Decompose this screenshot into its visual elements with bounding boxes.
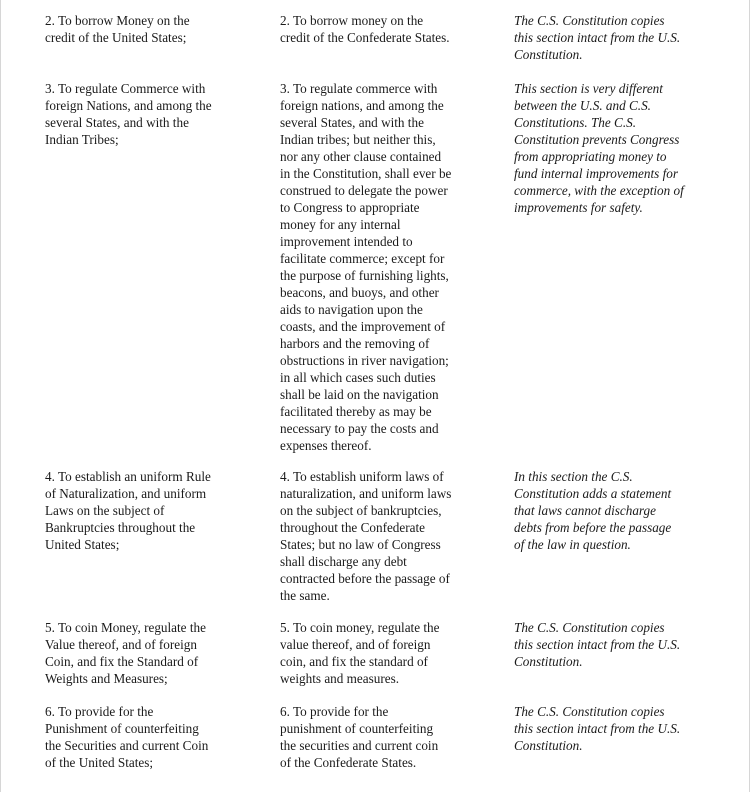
us-constitution-text: 6. To provide for the Punishment of counterfeiting the Securities and current Coin of the United States; [45,704,209,770]
us-constitution-text: 4. To establish an uniform Rule of Naturalization, and uniform Laws on the subject of Bankruptcies throughout the United States; [45,469,211,552]
us-constitution-text: 5. To coin Money, regulate the Value thereof, and of foreign Coin, and fix the Standard of Weights and Measures; [45,620,206,686]
comparison-note: The C.S. Constitution copies this section intact from the U.S. Constitution. [514,13,681,62]
page-border-left [0,0,1,792]
comparison-note: This section is very different between the U.S. and C.S. Constitutions. The C.S. Constitution prevents Congress from appropriating money to fund internal improvements for commerce, with the exception of improvements for safety. [514,81,684,215]
cs-constitution-text: 6. To provide for the punishment of counterfeiting the securities and current coin of the Confederate States. [280,704,439,770]
cs-constitution-text: 5. To coin money, regulate the value thereof, and of foreign coin, and fix the standard of weights and measures. [280,620,440,686]
us-constitution-text: 2. To borrow Money on the credit of the United States; [45,13,190,45]
comparison-note: The C.S. Constitution copies this section intact from the U.S. Constitution. [514,620,681,669]
cs-constitution-text: 2. To borrow money on the credit of the Confederate States. [280,13,450,45]
comparison-note: The C.S. Constitution copies this section intact from the U.S. Constitution. [514,704,681,753]
cs-constitution-text: 4. To establish uniform laws of naturalization, and uniform laws on the subject of bankruptcies, throughout the Confederate States; but no law of Congress shall discharge any debt contracted before the passage of the same. [280,469,452,603]
us-constitution-text: 3. To regulate Commerce with foreign Nations, and among the several States, and with the Indian Tribes; [45,81,212,147]
comparison-note: In this section the C.S. Constitution adds a statement that laws cannot discharge debts from before the passage of the law in question. [514,469,672,552]
cs-constitution-text: 3. To regulate commerce with foreign nations, and among the several States, and with the Indian tribes; but neither this, nor any other clause contained in the Constitution, shall ever be construed to delegate the power to Congress to appropriate money for any internal improvement intended to facilitate commerce; except for the purpose of furnishing lights, beacons, and buoys, and other aids to navigation upon the coasts, and the improvement of harbors and the removing of obstructions in river navigation; in all which cases such duties shall be laid on the navigation facilitated thereby as may be necessary to pay the costs and expenses thereof. [280,81,452,453]
